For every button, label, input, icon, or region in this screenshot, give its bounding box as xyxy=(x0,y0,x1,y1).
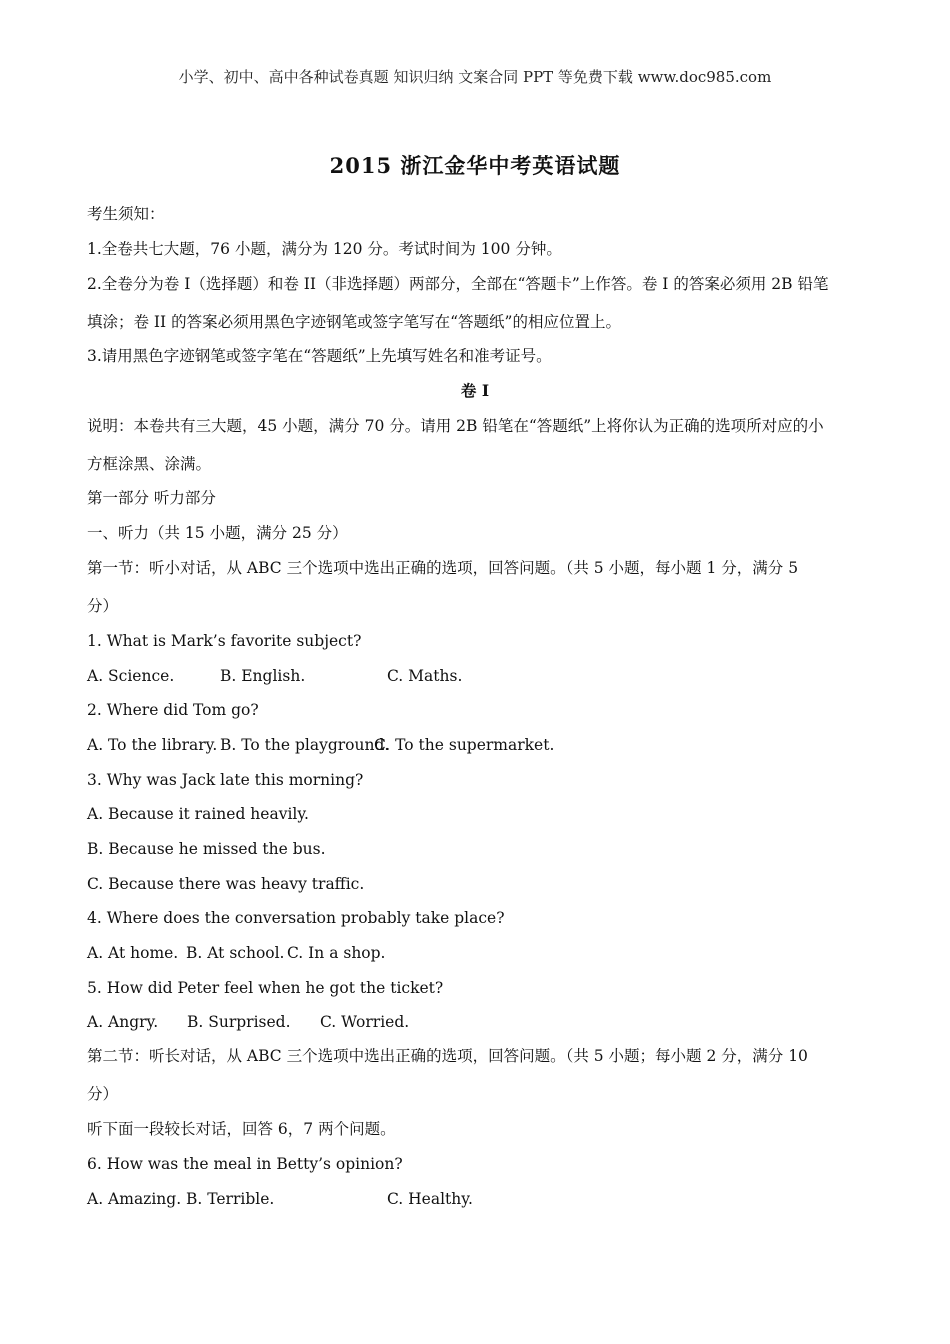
section2-instruction: 第二节：听长对话，从 ABC 三个选项中选出正确的选项，回答问题。（共 5 小题；每小题 2 分，满分 10 xyxy=(87,1047,808,1065)
page-header: 小学、初中、高中各种试卷真题 知识归纳 文案合同 PPT 等免费下载 www.doc985.com xyxy=(178,68,772,86)
question-3-option-c: C. Because there was heavy traffic. xyxy=(87,875,365,893)
question-4: 4. Where does the conversation probably take place? xyxy=(87,909,505,927)
option-b: B. To the playground. xyxy=(220,736,390,754)
question-6: 6. How was the meal in Betty’s opinion? xyxy=(87,1155,403,1173)
question-3: 3. Why was Jack late this morning? xyxy=(87,771,364,789)
dialogue-instruction: 听下面一段较长对话，回答 6，7 两个问题。 xyxy=(87,1120,396,1138)
option-c: C. Worried. xyxy=(320,1013,410,1031)
notice-item-2-cont: 填涂；卷 II 的答案必须用黑色字迹钢笔或签字笔写在“答题纸”的相应位置上。 xyxy=(87,313,621,331)
option-c: C. To the supermarket. xyxy=(374,736,555,754)
part-heading: 第一部分 听力部分 xyxy=(87,489,216,507)
notice-item-1: 1.全卷共七大题，76 小题，满分为 120 分。考试时间为 100 分钟。 xyxy=(87,240,562,258)
question-1: 1. What is Mark’s favorite subject? xyxy=(87,632,362,650)
option-c: C. Healthy. xyxy=(387,1190,473,1208)
option-b: B. English. xyxy=(220,667,306,685)
notice-item-3: 3.请用黑色字迹钢笔或签字笔在“答题纸”上先填写姓名和准考证号。 xyxy=(87,347,552,365)
section1-instruction: 第一节：听小对话，从 ABC 三个选项中选出正确的选项，回答问题。（共 5 小题，每小题 1 分，满分 5 xyxy=(87,559,799,577)
question-3-option-b: B. Because he missed the bus. xyxy=(87,840,326,858)
section1-instruction-cont: 分） xyxy=(87,597,119,615)
page-title: 2015 浙江金华中考英语试题 xyxy=(329,153,621,178)
listening-section-title: 一、听力（共 15 小题，满分 25 分） xyxy=(87,524,348,542)
notice-item-2: 2.全卷分为卷 I（选择题）和卷 II（非选择题）两部分，全部在“答题卡”上作答。卷 I 的答案必须用 2B 铅笔 xyxy=(87,275,829,293)
option-b: B. Surprised. xyxy=(187,1013,291,1031)
question-3-option-a: A. Because it rained heavily. xyxy=(87,805,309,823)
option-b: B. At school. xyxy=(186,944,285,962)
volume-description: 说明：本卷共有三大题，45 小题，满分 70 分。请用 2B 铅笔在“答题纸”上将你认为正确的选项所对应的小 xyxy=(87,417,824,435)
notice-heading: 考生须知： xyxy=(87,205,165,223)
option-a: A. Science. xyxy=(87,667,175,685)
option-a: A. To the library. xyxy=(87,736,218,754)
question-2: 2. Where did Tom go? xyxy=(87,701,259,719)
question-5: 5. How did Peter feel when he got the ticket? xyxy=(87,979,444,997)
volume-description-cont: 方框涂黑、涂满。 xyxy=(87,455,212,473)
option-a: A. At home. xyxy=(87,944,179,962)
option-c: C. Maths. xyxy=(387,667,463,685)
option-b: B. Terrible. xyxy=(186,1190,275,1208)
section2-instruction-cont: 分） xyxy=(87,1085,119,1103)
option-a: A. Amazing. xyxy=(87,1190,182,1208)
option-a: A. Angry. xyxy=(87,1013,159,1031)
volume-heading: 卷 I xyxy=(460,381,490,400)
option-c: C. In a shop. xyxy=(287,944,386,962)
